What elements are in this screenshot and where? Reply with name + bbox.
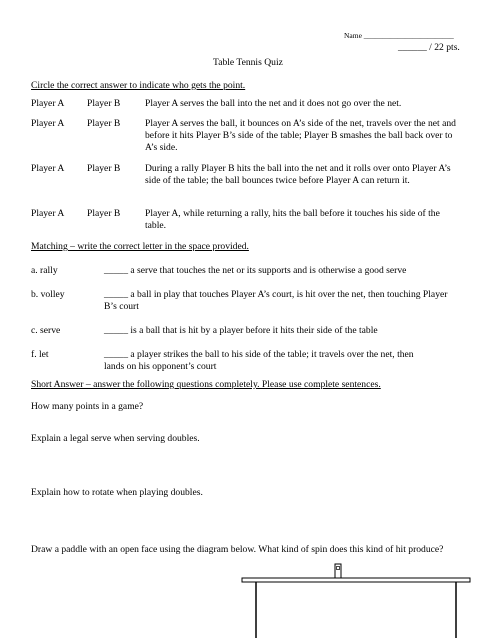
match-term-b: b. volley — [31, 289, 65, 300]
section2-instruction: Matching – write the correct letter in the space provided. — [31, 241, 249, 252]
q2-choice-a[interactable]: Player A — [31, 118, 65, 129]
match-def-3[interactable]: _____ is a ball that is hit by a player before it hits their side of the table — [104, 325, 378, 336]
match-def-2[interactable] — [104, 289, 454, 313]
match-term-c: c. serve — [31, 325, 61, 336]
points-label: ______ / 22 pts. — [398, 42, 460, 53]
match-def-1[interactable]: _____ a serve that touches the net or its supports and is otherwise a good serve — [104, 265, 407, 276]
page-title: Table Tennis Quiz — [213, 57, 283, 68]
name-field-label: Name ________________________ — [344, 31, 454, 40]
table-diagram — [238, 556, 478, 640]
match-def-4[interactable]: _____ a player strikes the ball to his side of the table; it travels over the net, then lands on his opponent’s court — [104, 349, 414, 372]
short-q1: How many points in a game? — [31, 401, 144, 412]
table-net — [335, 564, 341, 578]
net-post-mark — [337, 567, 340, 570]
q2-text: Player A serves the ball, it bounces on A’s side of the net, travels over the net and before it hits Player B’s side of the table; Player B smashes the ball back over to A’s side. — [145, 118, 456, 153]
section1-instruction: Circle the correct answer to indicate who gets the point. — [31, 80, 246, 91]
short-q4: Draw a paddle with an open face using the diagram below. What kind of spin does this kind of hit produce? — [31, 544, 444, 555]
q4-text: Player A, while returning a rally, hits the ball before it touches his side of the table. — [145, 208, 440, 231]
q4-choice-a[interactable]: Player A — [31, 208, 65, 219]
q1-text: Player A serves the ball into the net and it does not go over the net. — [145, 98, 402, 109]
q1-choice-a[interactable]: Player A — [31, 98, 65, 109]
q3-choice-a[interactable]: Player A — [31, 163, 65, 174]
table-top — [242, 578, 470, 582]
q3-choice-b[interactable]: Player B — [87, 163, 121, 174]
match-term-a: a. rally — [31, 265, 58, 276]
q2-choice-b[interactable]: Player B — [87, 118, 121, 129]
section3-instruction: Short Answer – answer the following questions completely. Please use complete sentences. — [31, 379, 381, 390]
match-def-2-text: _____ a ball in play that touches Player A’s court, is hit over the net, then touching Player B’s court — [104, 289, 448, 312]
short-q2: Explain a legal serve when serving doubles. — [31, 433, 200, 444]
q4-choice-b[interactable]: Player B — [87, 208, 121, 219]
q1-choice-b[interactable]: Player B — [87, 98, 121, 109]
q3-text: During a rally Player B hits the ball into the net and it rolls over onto Player A’s side of the table; the ball bounces twice before Player A can return it. — [145, 163, 451, 186]
short-q3: Explain how to rotate when playing doubles. — [31, 487, 203, 498]
match-term-f: f. let — [31, 349, 49, 360]
